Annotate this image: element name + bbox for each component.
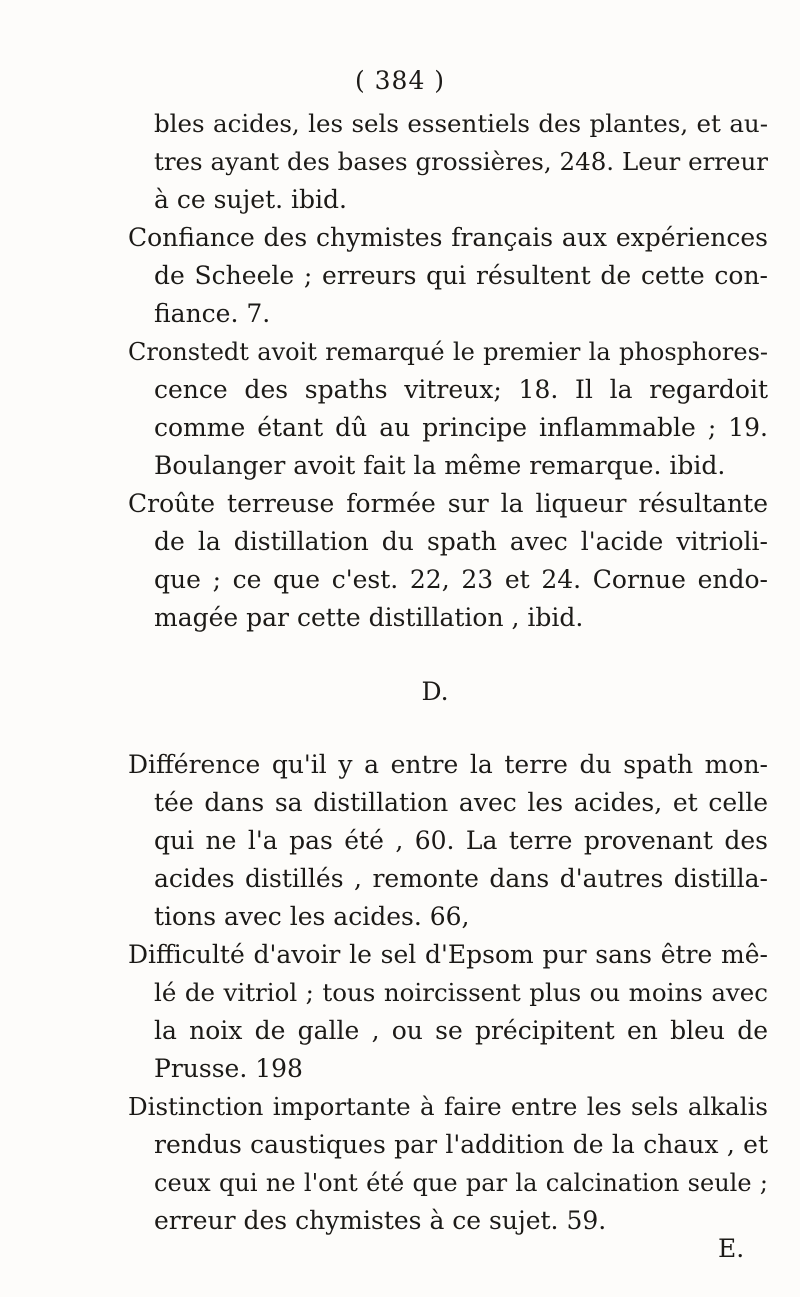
text-line: bles acides, les sels essentiels des plantes, et au-	[154, 109, 768, 138]
page-number: ( 384 )	[354, 66, 446, 95]
text-line: à ce sujet. ibid.	[154, 185, 347, 214]
text-line: magée par cette distillation , ibid.	[154, 603, 584, 632]
text-line: Difficulté d'avoir le sel d'Epsom pur sans être mê-	[128, 940, 768, 969]
text-line: Boulanger avoit fait la même remarque. ibid.	[154, 451, 726, 480]
text-line: Différence qu'il y a entre la terre du spath mon-	[128, 750, 768, 779]
text-line: comme étant dû au principe inflammable ; 19.	[154, 413, 768, 442]
text-line: de la distillation du spath avec l'acide vitrioli-	[154, 527, 768, 556]
text-line: tres ayant des bases grossières, 248. Leur erreur	[154, 147, 768, 176]
catchword: E.	[718, 1234, 745, 1263]
text-line: fiance. 7.	[154, 299, 271, 328]
text-line: la noix de galle , ou se précipitent en bleu de	[154, 1016, 768, 1045]
section-letter: D.	[421, 677, 449, 706]
text-line: rendus caustiques par l'addition de la chaux , et	[154, 1130, 768, 1159]
text-line: Distinction importante à faire entre les sels alkalis	[128, 1092, 768, 1121]
text-line: Prusse. 198	[154, 1054, 303, 1083]
index-block-c	[128, 105, 768, 637]
text-line: tions avec les acides. 66,	[154, 902, 470, 931]
text-line: erreur des chymistes à ce sujet. 59.	[154, 1206, 607, 1235]
text-line: que ; ce que c'est. 22, 23 et 24. Cornue endo-	[154, 565, 768, 594]
text-line: ceux qui ne l'ont été que par la calcination seule ;	[154, 1169, 768, 1197]
text-line: Cronstedt avoit remarqué le premier la phosphores-	[128, 338, 768, 366]
text-line: acides distillés , remonte dans d'autres distilla-	[154, 864, 768, 893]
text-line: tée dans sa distillation avec les acides, et celle	[154, 788, 768, 817]
text-line: de Scheele ; erreurs qui résultent de cette con-	[154, 261, 768, 290]
text-line: cence des spaths vitreux; 18. Il la regardoit	[154, 375, 768, 404]
text-line: qui ne l'a pas été , 60. La terre provenant des	[154, 826, 768, 855]
text-line: Confiance des chymistes français aux expériences	[128, 223, 768, 252]
text-line: Croûte terreuse formée sur la liqueur résultante	[128, 489, 768, 518]
index-block-d	[128, 746, 768, 1240]
text-line: lé de vitriol ; tous noircissent plus ou moins avec	[154, 978, 768, 1007]
